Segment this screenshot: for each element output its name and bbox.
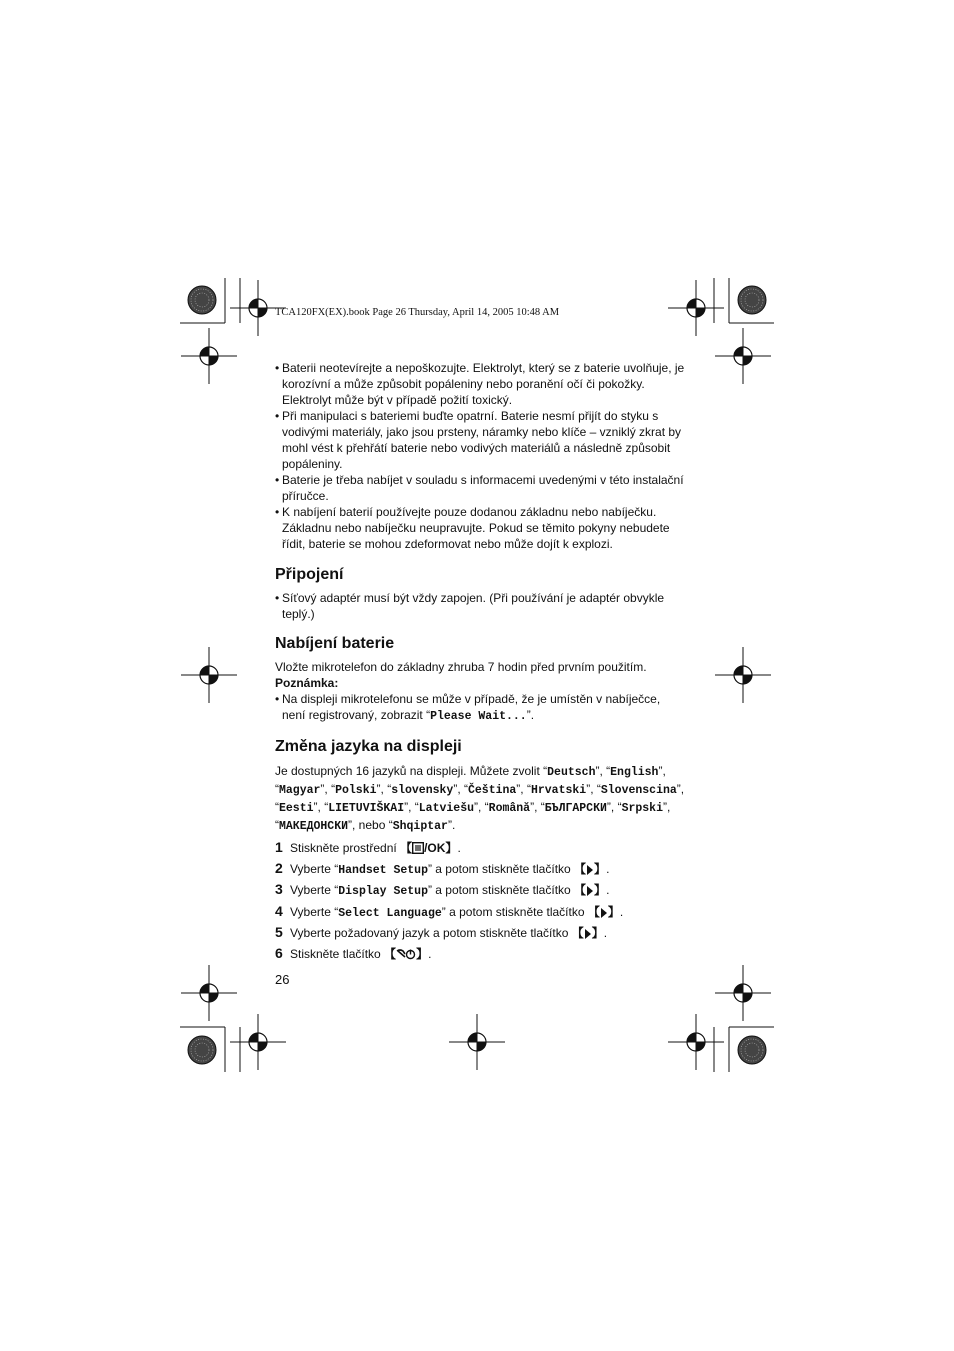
language-option: Polski — [335, 784, 377, 797]
page-content — [275, 360, 685, 964]
menu-name: Select Language — [338, 906, 442, 920]
list-item: 6 Stiskněte tlačítko 【 】. — [275, 944, 685, 965]
language-option: LIETUVIŠKAI — [328, 802, 405, 815]
language-option: Magyar — [279, 784, 321, 797]
list-item: • Baterii neotevírejte a nepoškozujte. Elektrolyt, který se z baterie uvolňuje, je korozívní a může způsobit popáleniny nebo poranění očí či pokožky. Elektrolyt může být v případě požití toxický. — [275, 360, 685, 408]
right-arrow-icon — [584, 929, 592, 939]
list-item: 5 Vyberte požadovaný jazyk a potom stiskněte tlačítko 【 】. — [275, 923, 685, 944]
list-item: 4 Vyberte “Select Language” a potom stiskněte tlačítko 【 】. — [275, 902, 624, 920]
page-number: 26 — [275, 972, 290, 987]
language-option: Slovenscina — [600, 784, 677, 797]
language-option: МАКЕДОНСКИ — [279, 820, 349, 833]
language-option: Hrvatski — [530, 784, 587, 797]
language-option: slovensky — [391, 784, 454, 797]
language-option: English — [610, 766, 659, 779]
right-arrow-icon — [600, 908, 608, 918]
section-heading-charging: Nabíjení baterie — [275, 635, 395, 652]
language-option: Čeština — [467, 784, 517, 797]
section-heading-language: Změna jazyka na displeji — [275, 738, 462, 755]
language-intro: Je dostupných 16 jazyků na displeji. Můžete zvolit “Deutsch”, “English”, “Magyar”, “Polski”, “slovensky”, “Čeština”, “Hrvatski”, “Slovenscina”, “Eesti”, “LIETUVIŠKAI”, “Latviešu”, “Română”, “БЪЛГАРСКИ”, “Srpski”, “МАКЕДОНСКИ”, nebo “Shqiptar”. — [275, 764, 685, 833]
note-text: Na displeji mikrotelefonu se může v případě, že je umístěn v nabíječce, není registrovaný, zobrazit — [282, 692, 661, 722]
off-key: 【 】 — [384, 946, 429, 961]
right-arrow-icon — [586, 886, 594, 896]
charging-text: Vložte mikrotelefon do základny zhruba 7 hodin před prvním použitím. — [275, 660, 647, 674]
bottom-left-marks — [180, 965, 286, 1072]
bottom-center-mark — [449, 1014, 505, 1070]
right-key: 【 】 — [574, 883, 607, 897]
language-option: Română — [488, 802, 531, 815]
note-list — [275, 691, 685, 725]
list-item: • Při manipulaci s bateriemi buďte opatrní. Baterie nesmí přijít do styku s vodivými materiály, jako jsou prsteny, náramky nebo klíče – vzniklý zkrat by mohl vést k přehřátí baterie nebo vodivých materiálů a následně způsobit popáleniny. — [275, 408, 685, 472]
language-options: “Deutsch”, “English”, “Magyar”, “Polski”, “slovensky”, “Čeština”, “Hrvatski”, “Slovenscina”, “Eesti”, “LIETUVIŠKAI”, “Latviešu”, “Română”, “БЪЛГАРСКИ”, “Srpski”, “МАКЕДОНСКИ”, nebo “Shqiptar”. — [275, 764, 685, 833]
step-number: 3 — [275, 881, 283, 897]
top-left-marks — [180, 278, 286, 384]
list-item: 2 Vyberte “Handset Setup” a potom stiskněte tlačítko 【 】. — [275, 859, 610, 877]
language-option: БЪЛГАРСКИ — [544, 802, 607, 815]
right-key: 【 】 — [587, 904, 620, 919]
language-option: Deutsch — [547, 766, 596, 779]
bottom-right-marks — [668, 965, 774, 1072]
list-item: 3 Vyberte “Display Setup” a potom stiskněte tlačítko 【 】. — [275, 881, 610, 898]
note-title: Poznámka: — [275, 676, 339, 690]
step-number: 5 — [275, 924, 283, 940]
book-header-info: TCA120FX(EX).book Page 26 Thursday, April 14, 2005 10:48 AM — [275, 307, 560, 318]
step-number: 6 — [275, 944, 283, 961]
step-number: 2 — [275, 859, 283, 876]
menu-name: Display Setup — [338, 885, 428, 898]
right-key: 【 】 — [574, 861, 607, 876]
list-item: • Baterie je třeba nabíjet v souladu s informacemi uvedenými v této instalační příručce. — [275, 472, 685, 504]
battery-warnings-list — [275, 360, 685, 552]
section-heading-connection: Připojení — [275, 566, 344, 583]
menu-ok-key: 【 /OK】 — [400, 841, 458, 855]
display-message: Please Wait... — [430, 710, 527, 723]
language-option: Shqiptar — [392, 820, 448, 833]
language-option: Eesti — [279, 802, 314, 815]
menu-icon — [412, 842, 424, 854]
language-option: Latviešu — [418, 802, 474, 815]
step-number: 1 — [275, 839, 283, 855]
steps-list — [275, 838, 685, 964]
language-option: Srpski — [621, 802, 663, 815]
list-item: • Na displeji mikrotelefonu se může v případě, že je umístěn v nabíječce, není registrovaný, zobrazit “Please Wait...”. — [275, 691, 685, 725]
list-item: 1 Stiskněte prostřední 【 /OK】. — [275, 838, 685, 859]
step-number: 4 — [275, 902, 283, 919]
right-key: 【 】 — [571, 926, 604, 940]
connection-list — [275, 590, 685, 622]
list-item: • Síťový adaptér musí být vždy zapojen. (Při používání je adaptér obvykle teplý.) — [275, 590, 685, 622]
off-power-icon — [396, 948, 416, 960]
menu-name: Handset Setup — [338, 863, 428, 877]
list-item: • K nabíjení baterií používejte pouze dodanou základnu nebo nabíječku. Základnu nebo nabíječku neupravujte. Pokud se těmito pokyny nebudete řídit, baterie se mohou zdeformovat nebo může dojít k explozi. — [275, 504, 685, 552]
right-arrow-icon — [586, 865, 594, 875]
